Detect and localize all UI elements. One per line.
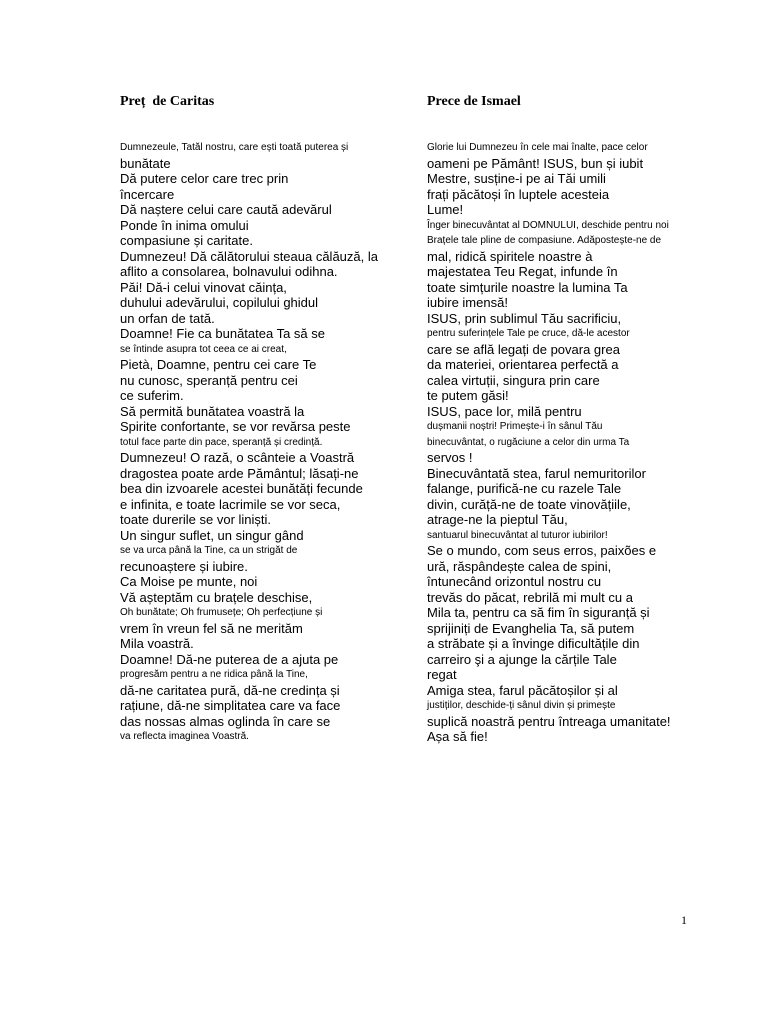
text-line: Să permită bunătatea voastră la <box>120 403 305 419</box>
text-line: Păi! Dă-i celui vinovat căința, <box>120 279 287 295</box>
text-line: ISUS, pace lor, milă pentru <box>427 403 582 419</box>
text-line: te putem găsi! <box>427 388 509 403</box>
text-line: Dă naștere celui care caută adevărul <box>120 202 332 217</box>
text-line: Brațele tale pline de compasiune. Adăpostește-ne de <box>427 235 662 246</box>
text-line: Doamne! Fie ca bunătatea Ta să se <box>120 326 325 341</box>
text-line: bea din izvoarele acestei bunătăți fecunde <box>120 481 363 496</box>
text-line: toate durerile se vor liniști. <box>120 512 272 527</box>
text-line: Glorie lui Dumnezeu în cele mai înalte, pace celor <box>427 142 648 153</box>
text-line: servos ! <box>427 450 473 465</box>
text-line: Înger binecuvântat al DOMNULUI, deschide pentru noi <box>427 219 669 231</box>
text-line: a străbate și a învinge dificultățile din <box>427 636 640 651</box>
text-line: aflito a consolarea, bolnavului odihna. <box>120 264 338 279</box>
text-line: se va urca până la Tine, ca un strigăt de <box>120 545 298 556</box>
text-line: sprijiniți de Evanghelia Ta, să putem <box>427 620 635 636</box>
text-line: Dumnezeu! O rază, o scânteie a Voastră <box>120 450 355 465</box>
left-column <box>120 92 396 745</box>
left-column-body <box>120 140 396 745</box>
text-line: duhului adevărului, copilului ghidul <box>120 295 319 310</box>
text-line: ce suferim. <box>120 388 184 403</box>
text-line: Lume! <box>427 202 464 217</box>
text-line: calea virtuții, singura prin care <box>427 372 600 388</box>
text-line: majestatea Teu Regat, infunde în <box>427 264 618 279</box>
text-line: carreiro şi a ajunge la cărțile Tale <box>427 651 617 667</box>
text-line: rațiune, dă-ne simplitatea care va face <box>120 698 341 713</box>
text-line: Binecuvântată stea, farul nemuritorilor <box>427 465 646 481</box>
text-line: Mila ta, pentru ca să fim în siguranță și <box>427 605 650 620</box>
text-line: compasiune și caritate. <box>120 233 253 248</box>
text-line: e infinita, e toate lacrimile se vor seca, <box>120 496 341 512</box>
text-line: Un singur suflet, un singur gând <box>120 527 304 543</box>
text-line: Ca Moise pe munte, noi <box>120 574 258 589</box>
text-line: Se o mundo, com seus erros, paixões e <box>427 543 657 558</box>
text-line: Dumnezeu! Dă călătorului steaua călăuză, la <box>120 248 378 264</box>
text-line: mal, ridică spiritele noastre à <box>427 248 593 264</box>
text-line: care se află legați de povara grea <box>427 341 620 357</box>
text-line: frați păcătoși în luptele acesteia <box>427 186 610 202</box>
text-line: dușmanii noștri! Primește-i în sânul Tău <box>427 421 603 432</box>
right-column-body <box>427 140 703 745</box>
text-line: das nossas almas oglinda în care se <box>120 713 331 729</box>
text-line: dă-ne caritatea pură, dă-ne credința și <box>120 682 340 698</box>
text-line: Mila voastră. <box>120 636 194 651</box>
text-line: atrage-ne la pieptul Tău, <box>427 512 568 527</box>
text-line: va reflecta imaginea Voastră. <box>120 731 249 742</box>
text-line: ISUS, prin sublimul Tău sacrificiu, <box>427 310 622 326</box>
text-line: Pietà, Doamne, pentru cei care Te <box>120 357 317 372</box>
page-number: 1 <box>681 913 687 927</box>
right-column-title: Prece de Ismael <box>427 94 521 109</box>
text-line: vrem în vreun fel să ne merităm <box>120 620 303 636</box>
text-line: se întinde asupra tot ceea ce ai creat, <box>120 343 287 355</box>
text-line: divin, curăță-ne de toate vinovățiile, <box>427 496 631 512</box>
text-line: oameni pe Pământ! ISUS, bun și iubit <box>427 155 644 171</box>
text-line: bunătate <box>120 155 171 171</box>
text-line: Oh bunătate; Oh frumusețe; Oh perfecțiune și <box>120 607 323 618</box>
text-line: Vă așteptăm cu brațele deschise, <box>120 589 313 605</box>
text-line: Spirite confortante, se vor revărsa peste <box>120 419 351 434</box>
text-line: totul face parte din pace, speranță și credință. <box>120 436 323 448</box>
text-line: Așa să fie! <box>427 729 488 744</box>
text-line: suplică noastră pentru întreaga umanitate! <box>427 713 671 729</box>
text-line: întunecând orizontul nostru cu <box>427 574 602 589</box>
text-line: progresăm pentru a ne ridica până la Tine, <box>120 669 308 680</box>
left-column-title: Preț de Caritas <box>120 94 215 109</box>
text-line: un orfan de tată. <box>120 310 215 326</box>
text-line: nu cunosc, speranță pentru cei <box>120 372 298 388</box>
text-line: Ponde în inima omului <box>120 217 249 233</box>
text-line: Dă putere celor care trec prin <box>120 171 289 186</box>
text-line: justiților, deschide-ți sânul divin și primește <box>427 700 616 711</box>
text-line: Doamne! Dă-ne puterea de a ajuta pe <box>120 651 339 667</box>
text-line: toate simțurile noastre la lumina Ta <box>427 279 628 295</box>
text-line: iubire imensă! <box>427 295 508 310</box>
text-line: Mestre, susține-i pe ai Tăi umili <box>427 171 606 186</box>
text-line: binecuvântat, o rugăciune a celor din urma Ta <box>427 436 630 448</box>
text-line: pentru suferințele Tale pe cruce, dă-le acestor <box>427 328 630 339</box>
text-line: dragostea poate arde Pământul; lăsați-ne <box>120 465 359 481</box>
text-line: ură, răspândește calea de spini, <box>427 558 612 574</box>
right-column <box>427 92 703 745</box>
text-line: trevăs do păcat, rebrilă mi mult cu a <box>427 589 633 605</box>
text-line: da materiei, orientarea perfectă a <box>427 357 619 372</box>
text-line: încercare <box>120 186 175 202</box>
text-line: Dumnezeule, Tatăl nostru, care ești toată puterea și <box>120 142 349 153</box>
text-line: falange, purifică-ne cu razele Tale <box>427 481 622 496</box>
text-line: santuarul binecuvântat al tuturor iubirilor! <box>427 529 608 541</box>
text-line: regat <box>427 667 457 682</box>
text-line: Amiga stea, farul păcătoșilor și al <box>427 682 618 698</box>
text-line: recunoaștere și iubire. <box>120 558 248 574</box>
